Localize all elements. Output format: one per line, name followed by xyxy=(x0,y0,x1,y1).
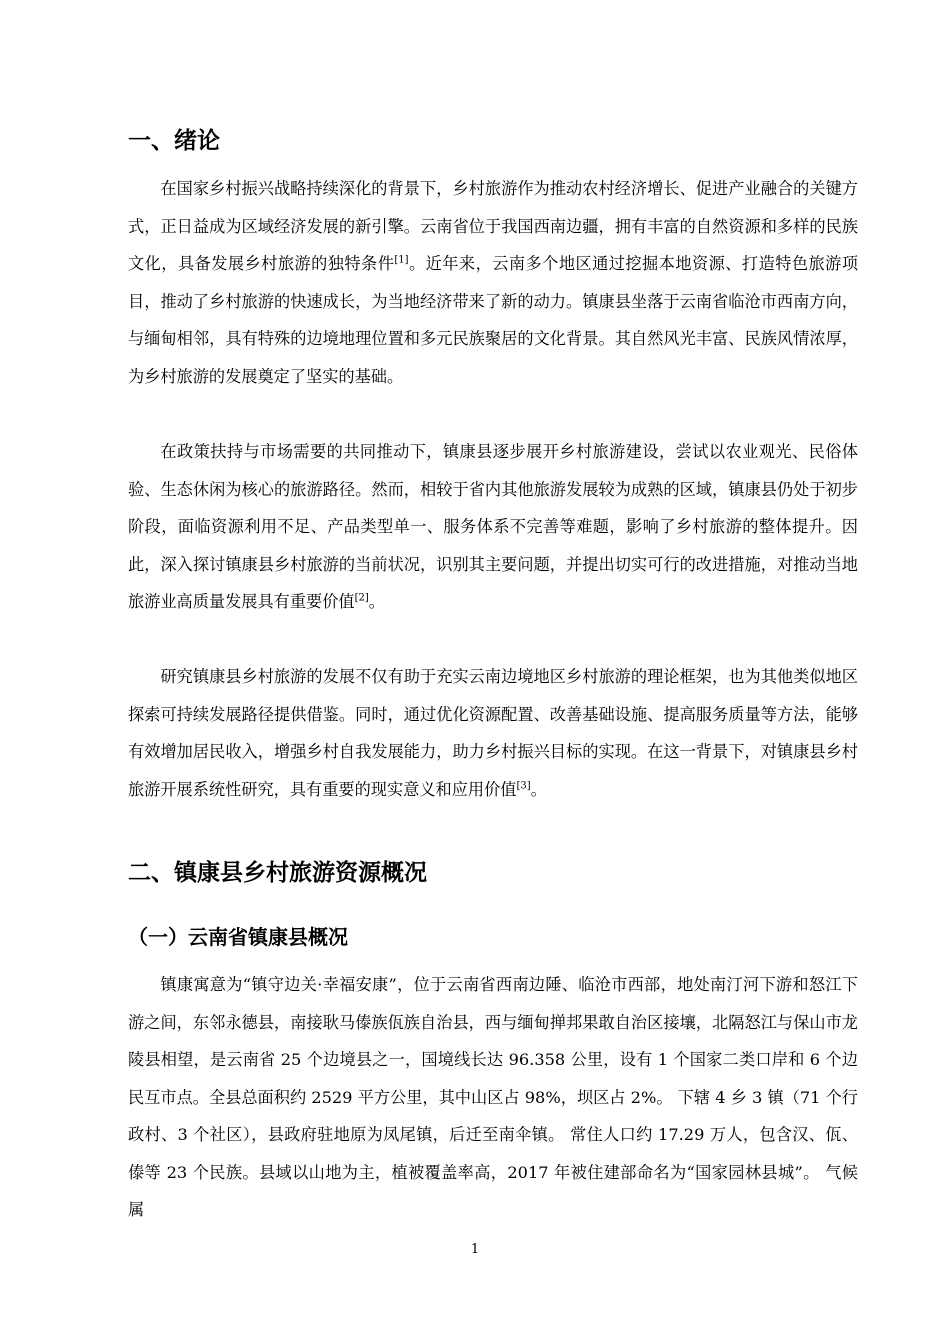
intro-paragraph-2 xyxy=(128,433,858,621)
subsection-heading-overview: （一）云南省镇康县概况 xyxy=(128,925,348,949)
intro-paragraph-3-text-b: 。 xyxy=(530,779,547,799)
intro-paragraph-1-text-b: 。近年来，云南多个地区通过挖掘本地资源、打造特色旅游项目，推动了乡村旅游的快速成长，为当地经济带来了新的动力。镇康县坐落于云南省临沧市西南方向，与缅甸相邻，具有特殊的边境地理位置和多元民族聚居的文化背景。其自然风光丰富、民族风情浓厚，为乡村旅游的发展奠定了坚实的基础。 xyxy=(128,254,859,386)
intro-paragraph-1 xyxy=(128,170,858,395)
citation-ref-1: [1] xyxy=(394,254,409,266)
intro-paragraph-3 xyxy=(128,658,858,808)
page-number: 1 xyxy=(470,1242,480,1257)
section-heading-resources: 二、镇康县乡村旅游资源概况 xyxy=(128,860,427,886)
citation-ref-3: [3] xyxy=(516,780,531,792)
intro-paragraph-3-text-a: 研究镇康县乡村旅游的发展不仅有助于充实云南边境地区乡村旅游的理论框架，也为其他类似地区探索可持续发展路径提供借鉴。同时，通过优化资源配置、改善基础设施、提高服务质量等方法，能够有效增加居民收入，增强乡村自我发展能力，助力乡村振兴目标的实现。在这一背景下，对镇康县乡村旅游开展系统性研究，具有重要的现实意义和应用价值 xyxy=(128,667,858,799)
citation-ref-2: [2] xyxy=(354,592,369,604)
overview-paragraph-1: 镇康寓意为“镇守边关·幸福安康”，位于云南省西南边陲、临沧市西部，地处南汀河下游和怒江下游之间，东邻永德县，南接耿马傣族佤族自治县，西与缅甸掸邦果敢自治区接壤，北隔怒江与保山市龙陵县相望，是云南省 25 个边境县之一，国境线长达 96.358 公里，设有 1 个国家二类口岸和 6 个边民互市点。全县总面积约 2529 平方公里，其中山区占 98%，坝区占 2%。 下辖 4 乡 3 镇（71 个行政村、3 个社区），县政府驻地原为凤尾镇，后迁至南伞镇。 常住人口约 17.29 万人，包含汉、佤、傣等 23 个民族。县域以山地为主，植被覆盖率高，2017 年被住建部命名为“国家园林县城”。 气候属 xyxy=(128,975,858,1219)
section-heading-introduction: 一、绪论 xyxy=(128,128,220,154)
intro-paragraph-2-text-a: 在政策扶持与市场需要的共同推动下，镇康县逐步展开乡村旅游建设，尝试以农业观光、民俗体验、生态休闲为核心的旅游路径。然而，相较于省内其他旅游发展较为成熟的区域，镇康县仍处于初步阶段，面临资源利用不足、产品类型单一、服务体系不完善等难题，影响了乡村旅游的整体提升。因此，深入探讨镇康县乡村旅游的当前状况，识别其主要问题，并提出切实可行的改进措施，对推动当地旅游业高质量发展具有重要价值 xyxy=(128,442,858,611)
intro-paragraph-1-text-a: 在国家乡村振兴战略持续深化的背景下，乡村旅游作为推动农村经济增长、促进产业融合的关键方式，正日益成为区域经济发展的新引擎。云南省位于我国西南边疆，拥有丰富的自然资源和多样的民族文化，具备发展乡村旅游的独特条件 xyxy=(128,179,858,273)
intro-paragraph-2-text-b: 。 xyxy=(368,592,385,611)
